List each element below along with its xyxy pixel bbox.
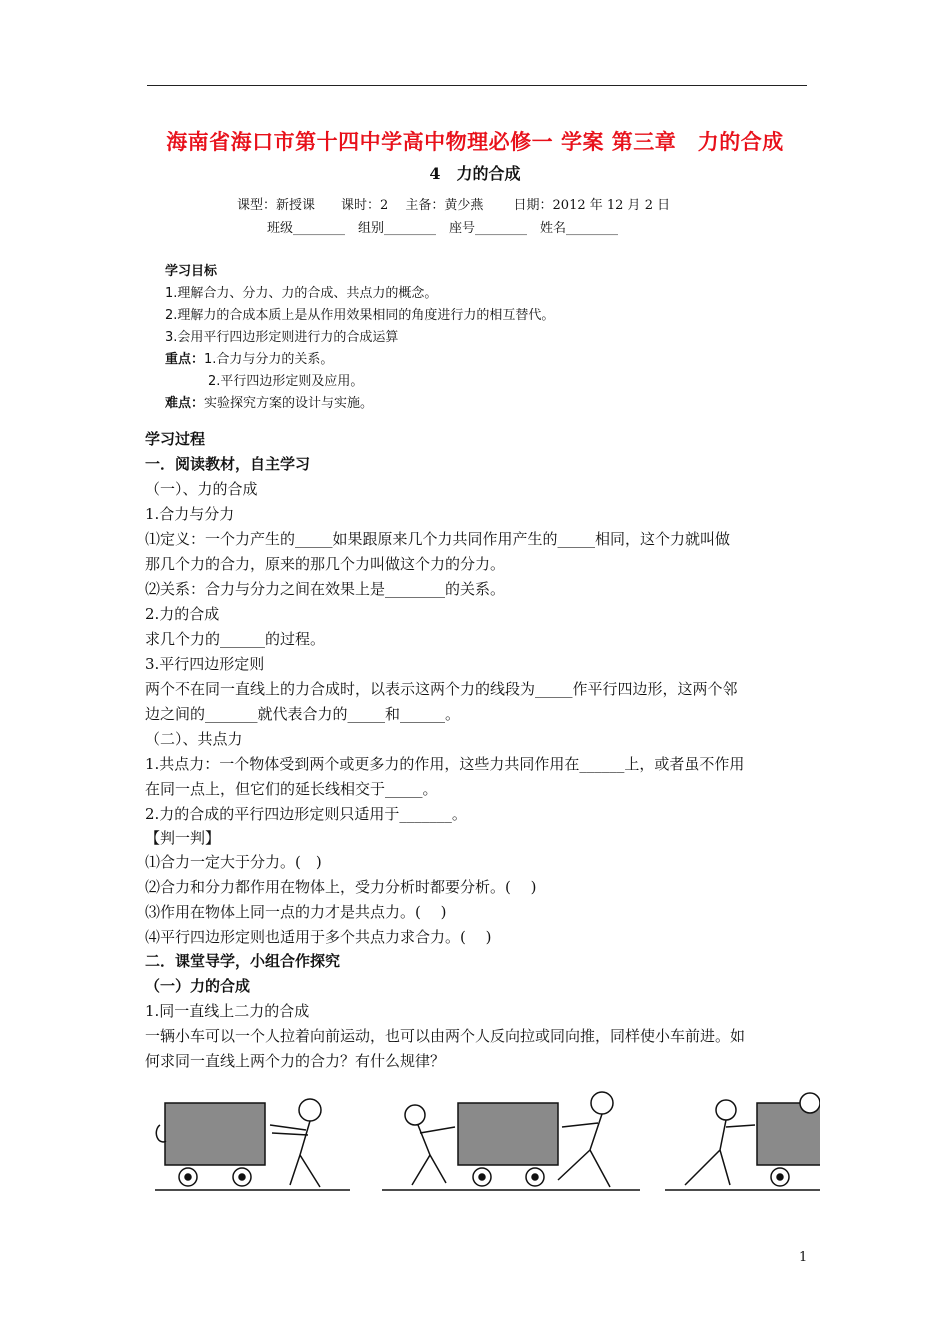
paragraph: 边之间的_______就代表合力的_____和______。 (145, 705, 461, 723)
paragraph: 2.力的合成 (145, 605, 220, 623)
cart-illustrations (150, 1085, 820, 1195)
section-heading: 一．阅读教材，自主学习 (145, 455, 311, 473)
judge-item: ⑶作用在物体上同一点的力才是共点力。( ) (145, 903, 447, 921)
paragraph: 一辆小车可以一个人拉着向前运动，也可以由两个人反向拉或同向推，同样使小车前进。如 (145, 1027, 746, 1045)
goals-heading: 学习目标 (165, 264, 218, 279)
subsection-heading: （一）力的合成 (145, 977, 251, 995)
paragraph: ⑵关系：合力与分力之间在效果上是________的关系。 (145, 580, 506, 598)
cart-scene-pull (155, 1099, 350, 1190)
key-points: 重点：1.合力与分力的关系。 (165, 352, 334, 367)
section-heading: 二．课堂导学，小组合作探究 (145, 952, 341, 970)
paragraph: 1.同一直线上二力的合成 (145, 1002, 310, 1020)
goal-item: 3.会用平行四边形定则进行力的合成运算 (165, 330, 399, 345)
lesson-subtitle: 4 力的合成 (429, 164, 521, 183)
difficulty: 难点：实验探究方案的设计与实施。 (165, 396, 374, 411)
paragraph: 1.共点力：一个物体受到两个或更多力的作用，这些力共同作用在______上，或者虽不作用 (145, 755, 745, 773)
goal-item: 1.理解合力、分力、力的合成、共点力的概念。 (165, 286, 438, 301)
header-rule (147, 85, 807, 86)
paragraph: 求几个力的______的过程。 (145, 630, 326, 648)
key-point-item: 2.平行四边形定则及应用。 (208, 374, 364, 389)
paragraph: 1.合力与分力 (145, 505, 235, 523)
paragraph: ⑴定义：一个力产生的_____如果跟原来几个力共同作用产生的_____相同，这个力就叫做 (145, 530, 731, 548)
paragraph: 两个不在同一直线上的力合成时，以表示这两个力的线段为_____作平行四边形，这两个邻 (145, 680, 738, 698)
paragraph: 2.力的合成的平行四边形定则只适用于_______。 (145, 805, 467, 823)
paragraph: 在同一点上，但它们的延长线相交于_____。 (145, 780, 438, 798)
subsection-heading: （一）、力的合成 (145, 480, 258, 498)
page-number: 1 (799, 1250, 808, 1265)
judge-item: ⑴合力一定大于分力。( ) (145, 853, 322, 871)
goal-item: 2.理解力的合成本质上是从作用效果相同的角度进行力的相互替代。 (165, 308, 555, 323)
paragraph: 那几个力的合力，原来的那几个力叫做这个力的分力。 (145, 555, 506, 573)
cart-scene-same-direction (665, 1093, 820, 1190)
lesson-meta-line: 课型：新授课 课时：2 主备：黄少燕 日期：2012 年 12 月 2 日 (237, 198, 671, 213)
judge-item: ⑵合力和分力都作用在物体上，受力分析时都要分析。( ) (145, 878, 537, 896)
judge-heading: 【判一判】 (145, 829, 221, 847)
subsection-heading: （二）、共点力 (145, 730, 243, 748)
process-heading: 学习过程 (145, 430, 206, 448)
judge-item: ⑷平行四边形定则也适用于多个共点力求合力。( ) (145, 928, 492, 946)
paragraph: 3.平行四边形定则 (145, 655, 265, 673)
paragraph: 何求同一直线上两个力的合力？有什么规律？ (145, 1052, 446, 1070)
page-title: 海南省海口市第十四中学高中物理必修一 学案 第三章 力的合成 (166, 130, 784, 154)
student-info-line: 班级________ 组别________ 座号________ 姓名________ (267, 221, 619, 236)
cart-scene-opposite (382, 1092, 640, 1190)
